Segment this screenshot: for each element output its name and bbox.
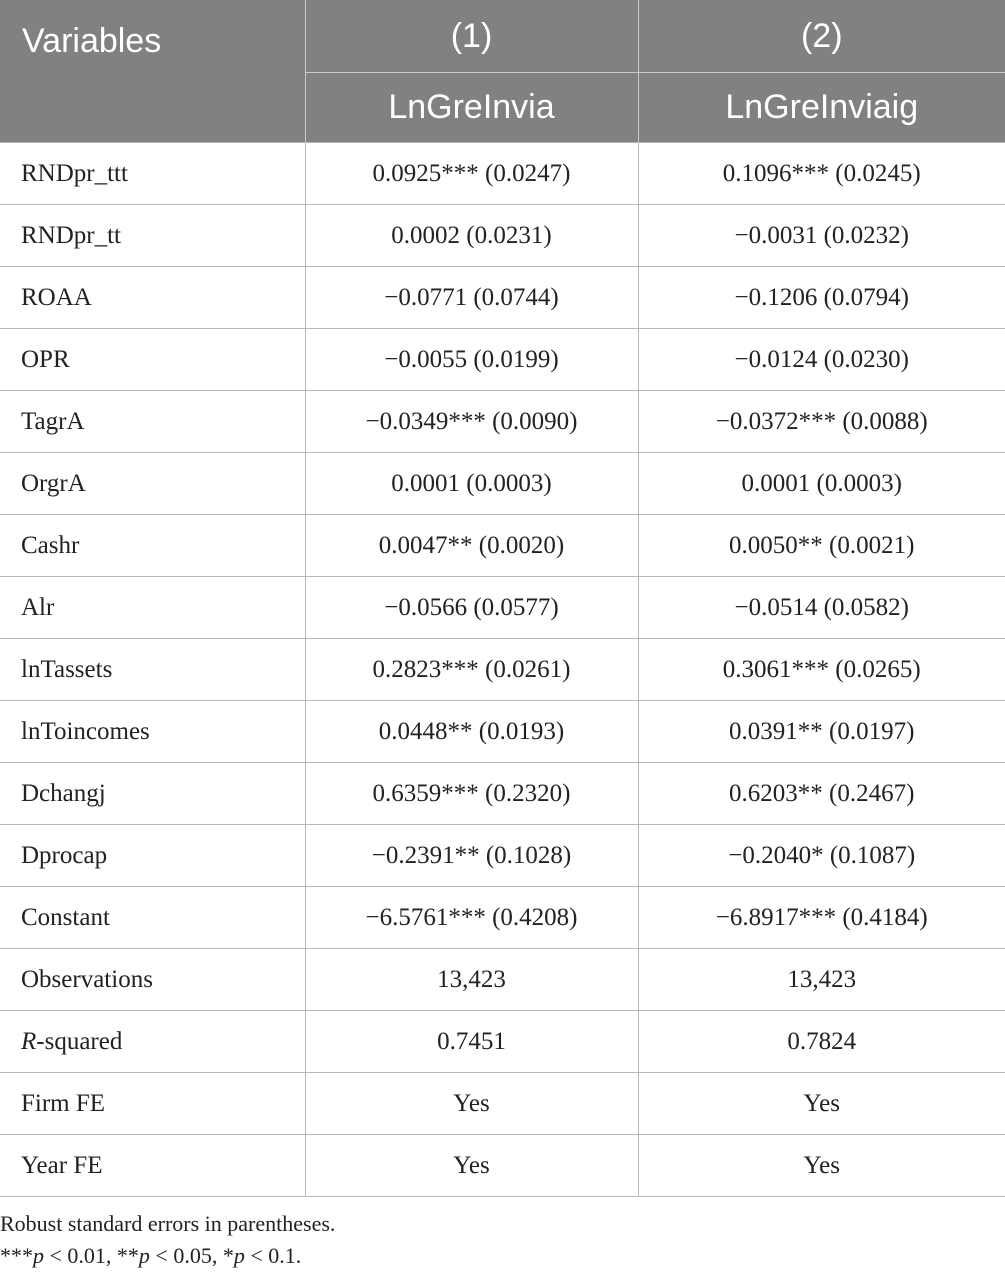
table-notes [0, 1208, 335, 1272]
col1-cell: −0.0566 (0.0577) [305, 577, 638, 639]
note-significance [0, 1240, 335, 1272]
col1-cell: 0.2823*** (0.0261) [305, 639, 638, 701]
row-label: RNDpr_tt [0, 205, 305, 267]
col2-cell: 0.0001 (0.0003) [638, 453, 1005, 515]
col1-cell: −0.2391** (0.1028) [305, 825, 638, 887]
row-label: Firm FE [0, 1073, 305, 1135]
row-label [0, 1011, 305, 1073]
col1-dependent-header: LnGreInvia [305, 73, 638, 143]
col2-cell: 0.6203** (0.2467) [638, 763, 1005, 825]
row-label: Cashr [0, 515, 305, 577]
col1-cell: 0.0047** (0.0020) [305, 515, 638, 577]
col1-cell: −0.0055 (0.0199) [305, 329, 638, 391]
col2-cell: −0.0124 (0.0230) [638, 329, 1005, 391]
table-row [0, 639, 1005, 701]
col1-cell: 0.0001 (0.0003) [305, 453, 638, 515]
r-squared-suffix: -squared [36, 1027, 123, 1055]
table-row [0, 205, 1005, 267]
table-row [0, 887, 1005, 949]
table-row [0, 949, 1005, 1011]
table-row [0, 763, 1005, 825]
col2-cell: 13,423 [638, 949, 1005, 1011]
col1-cell: −0.0771 (0.0744) [305, 267, 638, 329]
row-label: OrgrA [0, 453, 305, 515]
note-p: p [138, 1243, 150, 1268]
note-robust-se: Robust standard errors in parentheses. [0, 1211, 336, 1236]
table-row [0, 577, 1005, 639]
table-row [0, 825, 1005, 887]
note-p: p [33, 1243, 44, 1268]
table-row [0, 701, 1005, 763]
table-row [0, 1073, 1005, 1135]
variables-header: Variables [0, 0, 305, 143]
col1-cell: Yes [305, 1135, 638, 1197]
col2-cell: −0.1206 (0.0794) [638, 267, 1005, 329]
col2-cell: −0.0372*** (0.0088) [638, 391, 1005, 453]
table-row [0, 267, 1005, 329]
col2-cell: 0.0050** (0.0021) [638, 515, 1005, 577]
row-label: lnTassets [0, 639, 305, 701]
row-label: RNDpr_ttt [0, 143, 305, 205]
col2-cell: −6.8917*** (0.4184) [638, 887, 1005, 949]
note-p: p [233, 1243, 245, 1268]
note-text: < 0.01, ** [44, 1243, 139, 1268]
col1-cell: −0.0349*** (0.0090) [305, 391, 638, 453]
note-text: < 0.1. [244, 1243, 302, 1268]
r-italic: R [21, 1027, 37, 1055]
table-header [0, 0, 1005, 143]
col2-cell: Yes [638, 1073, 1005, 1135]
col2-cell: −0.0031 (0.0232) [638, 205, 1005, 267]
col1-cell: 0.7451 [305, 1011, 638, 1073]
table-row [0, 453, 1005, 515]
col2-cell: 0.0391** (0.0197) [638, 701, 1005, 763]
col2-cell: Yes [638, 1135, 1005, 1197]
table-body [0, 143, 1005, 1197]
col2-number-header: (2) [638, 0, 1005, 73]
col2-cell: −0.2040* (0.1087) [638, 825, 1005, 887]
row-label: TagrA [0, 391, 305, 453]
col1-cell: 13,423 [305, 949, 638, 1011]
row-label: lnToincomes [0, 701, 305, 763]
col1-cell: 0.0925*** (0.0247) [305, 143, 638, 205]
table-row [0, 329, 1005, 391]
col2-dependent-header: LnGreInviaig [638, 73, 1005, 143]
note-stars: *** [0, 1243, 33, 1268]
row-label: ROAA [0, 267, 305, 329]
col2-cell: 0.1096*** (0.0245) [638, 143, 1005, 205]
table-row [0, 391, 1005, 453]
table-row [0, 1135, 1005, 1197]
col2-cell: 0.3061*** (0.0265) [638, 639, 1005, 701]
row-label: Constant [0, 887, 305, 949]
row-label: Observations [0, 949, 305, 1011]
col2-cell: −0.0514 (0.0582) [638, 577, 1005, 639]
row-label: Year FE [0, 1135, 305, 1197]
col1-cell: −6.5761*** (0.4208) [305, 887, 638, 949]
col1-number-header: (1) [305, 0, 638, 73]
row-label: Dchangj [0, 763, 305, 825]
col1-cell: 0.0002 (0.0231) [305, 205, 638, 267]
row-label: Alr [0, 577, 305, 639]
col1-cell: Yes [305, 1073, 638, 1135]
note-text: < 0.05, * [149, 1243, 234, 1268]
row-label: OPR [0, 329, 305, 391]
col1-cell: 0.0448** (0.0193) [305, 701, 638, 763]
col1-cell: 0.6359*** (0.2320) [305, 763, 638, 825]
table-row [0, 1011, 1005, 1073]
table-row [0, 143, 1005, 205]
col2-cell: 0.7824 [638, 1011, 1005, 1073]
row-label: Dprocap [0, 825, 305, 887]
table-row [0, 515, 1005, 577]
